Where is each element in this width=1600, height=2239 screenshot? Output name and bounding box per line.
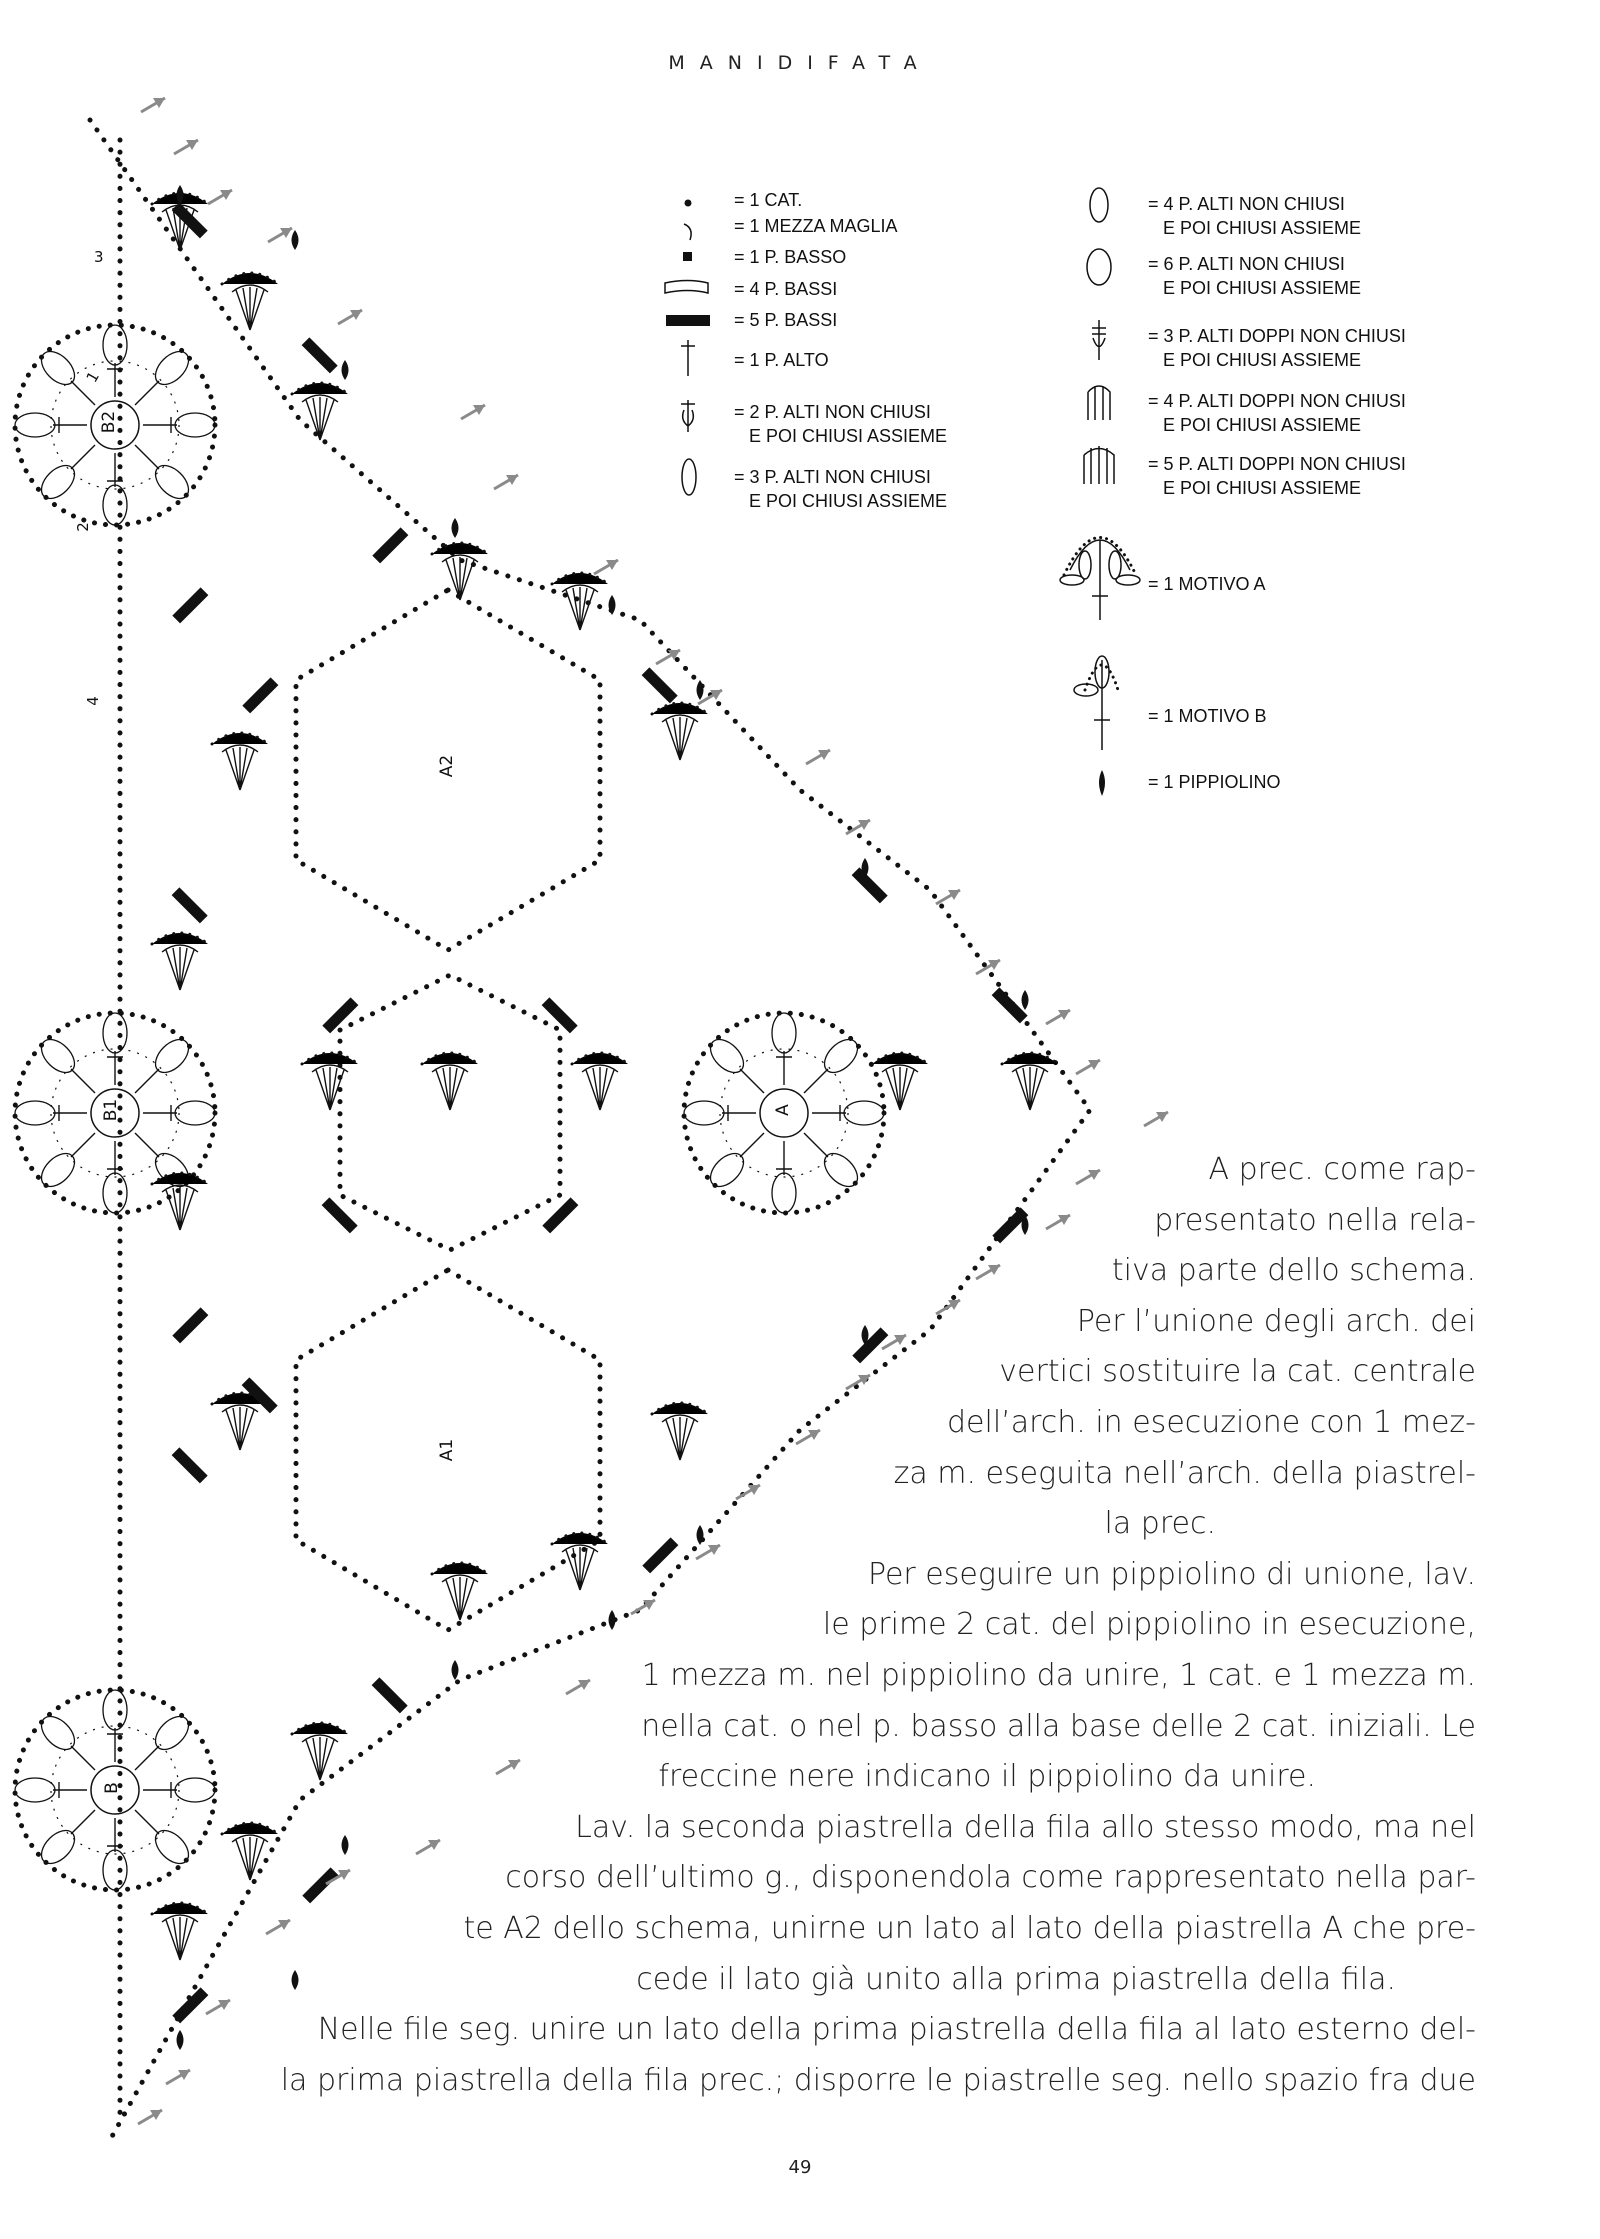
- round-number-3: 3: [94, 248, 104, 266]
- instruction-text: [156, 1145, 1476, 2106]
- motif-label-b: B: [101, 1782, 122, 1794]
- legend-five-tr-cluster: = 5 P. ALTI DOPPI NON CHIUSI E POI CHIUSI ASSIEME: [1148, 454, 1406, 498]
- text-line: la prima piastrella della fila prec.; disporre le piastrelle seg. nello spazio fra due: [280, 2062, 1476, 2098]
- text-line: 1 mezza m. nel pippiolino da unire, 1 cat. e 1 mezza m.: [641, 1657, 1476, 1693]
- motif-a-icon: [1060, 538, 1140, 621]
- five-sc-icon: [666, 315, 710, 326]
- round-number-1: 1: [82, 368, 103, 386]
- legend-four-tr-cluster: = 4 P. ALTI DOPPI NON CHIUSI E POI CHIUSI ASSIEME: [1148, 391, 1406, 435]
- four-dc-cluster-icon: [1090, 188, 1108, 222]
- legend-motif-a: = 1 MOTIVO A: [1148, 574, 1266, 594]
- text-line: A prec. come rap-: [1208, 1152, 1476, 1187]
- slip-stitch-icon: [684, 224, 691, 240]
- four-tr-cluster-icon: [1088, 386, 1110, 420]
- text-line: le prime 2 cat. del pippiolino in esecuzione,: [822, 1607, 1476, 1643]
- picot-icon: [1099, 770, 1105, 796]
- three-tr-cluster-icon: [1092, 320, 1106, 360]
- motif-b-icon: [1074, 656, 1118, 750]
- single-crochet-icon: [683, 252, 692, 261]
- legend-single-crochet: = 1 P. BASSO: [734, 247, 847, 267]
- text-line: vertici sostituire la cat. centrale: [999, 1354, 1476, 1390]
- text-line: corso dell’ultimo g., disponendola come rappresentato nella par-: [505, 1860, 1476, 1896]
- legend-motif-b: = 1 MOTIVO B: [1148, 706, 1267, 726]
- text-line: za m. eseguita nell’arch. della piastrel-: [893, 1455, 1476, 1491]
- page-number: 49: [788, 2157, 812, 2178]
- text-line: nella cat. o nel p. basso alla base delle 2 cat. iniziali. Le: [641, 1708, 1476, 1744]
- text-line: Lav. la seconda piastrella della fila allo stesso modo, ma nel: [575, 1809, 1476, 1845]
- text-line: la prec.: [1104, 1506, 1216, 1542]
- legend-double-crochet: = 1 P. ALTO: [734, 350, 829, 370]
- legend-chain: = 1 CAT.: [734, 190, 803, 210]
- text-line: te A2 dello schema, unirne un lato al lato della piastrella A che pre-: [463, 1910, 1476, 1946]
- text-line: cede il lato già unito alla prima piastrella della fila.: [636, 1961, 1396, 1997]
- legend-slip-stitch: = 1 MEZZA MAGLIA: [734, 216, 898, 236]
- legend-four-dc-cluster: = 4 P. ALTI NON CHIUSI E POI CHIUSI ASSIEME: [1148, 194, 1362, 238]
- legend-five-sc: = 5 P. BASSI: [734, 310, 838, 330]
- legend-picot: = 1 PIPPIOLINO: [1148, 772, 1281, 792]
- text-line: presentato nella rela-: [1154, 1202, 1476, 1238]
- six-dc-cluster-icon: [1087, 249, 1111, 285]
- legend-four-sc: = 4 P. BASSI: [734, 279, 838, 299]
- legend-two-dc-cluster: = 2 P. ALTI NON CHIUSI E POI CHIUSI ASSIEME: [734, 402, 948, 446]
- motif-label-a: A: [772, 1104, 793, 1116]
- motif-label-b1: B1: [101, 1098, 122, 1122]
- section-label-a1: A1: [437, 1438, 458, 1462]
- dot-icon: [685, 200, 691, 206]
- round-number-4: 4: [83, 696, 102, 706]
- text-line: tiva parte dello schema.: [1111, 1253, 1476, 1289]
- two-dc-cluster-icon: [681, 400, 695, 432]
- legend-six-dc-cluster: = 6 P. ALTI NON CHIUSI E POI CHIUSI ASSIEME: [1148, 254, 1362, 298]
- magazine-header: MANIDIFATA: [668, 52, 932, 74]
- three-dc-cluster-icon: [682, 459, 696, 495]
- text-line: Nelle file seg. unire un lato della prima piastrella della fila al lato esterno del-: [317, 2012, 1476, 2048]
- four-sc-icon: [665, 281, 708, 294]
- round-number-2: 2: [73, 522, 92, 532]
- text-line: Per eseguire un pippiolino di unione, lav.: [867, 1556, 1476, 1592]
- section-label-a2: A2: [437, 754, 458, 778]
- double-crochet-icon: [681, 340, 695, 376]
- text-line: dell’arch. in esecuzione con 1 mez-: [947, 1404, 1476, 1440]
- five-tr-cluster-icon: [1084, 446, 1114, 484]
- text-line: freccine nere indicano il pippiolino da unire.: [658, 1759, 1316, 1795]
- legend-three-dc-cluster: = 3 P. ALTI NON CHIUSI E POI CHIUSI ASSIEME: [734, 467, 948, 511]
- motif-label-b2: B2: [99, 410, 120, 434]
- legend-three-tr-cluster: = 3 P. ALTI DOPPI NON CHIUSI E POI CHIUSI ASSIEME: [1148, 326, 1406, 370]
- text-line: Per l’unione degli arch. dei: [1076, 1303, 1476, 1339]
